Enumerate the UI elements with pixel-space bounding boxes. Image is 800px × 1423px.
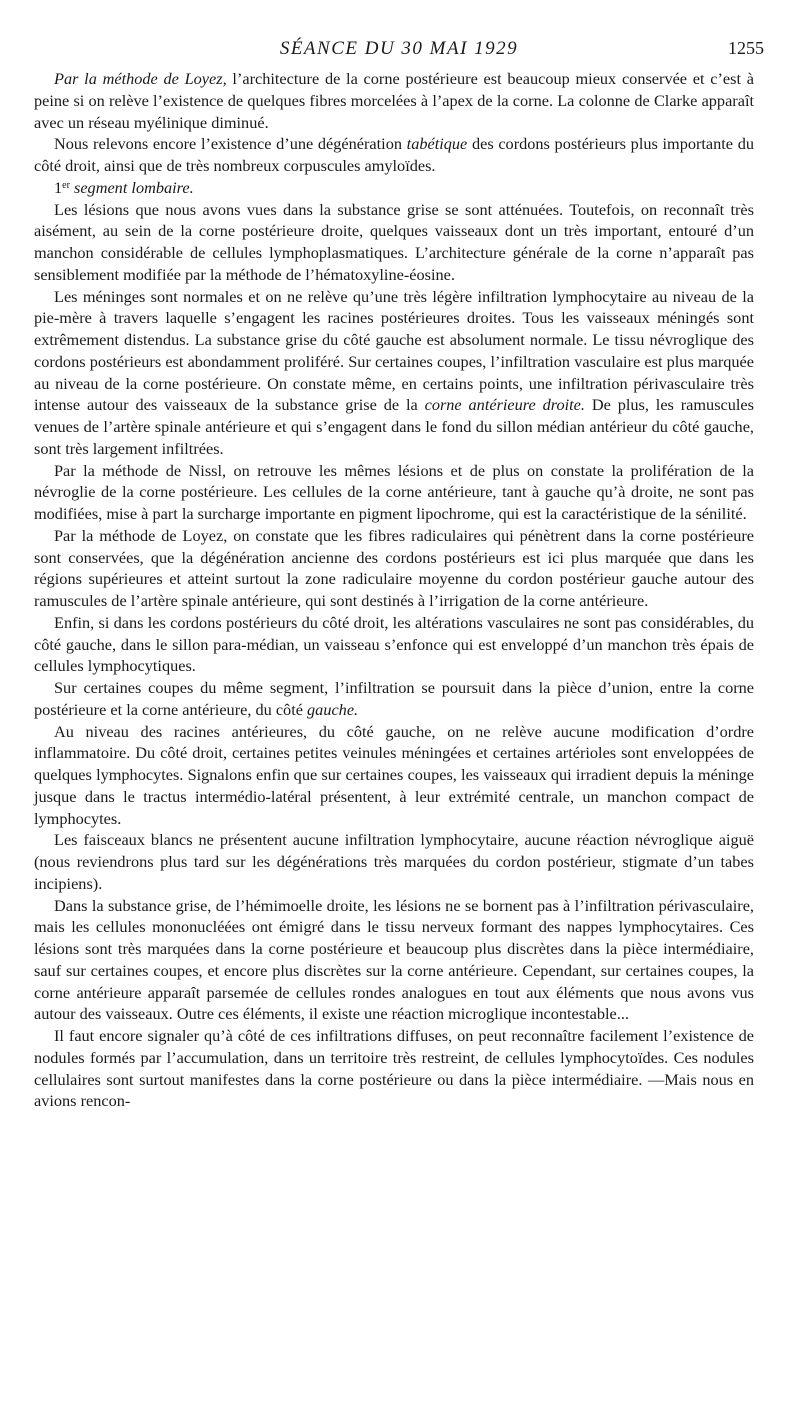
paragraph: Les méninges sont normales et on ne relève qu’une très légère infiltration lymphocytaire au niveau de la pie-mère à travers laquelle s’engagent les racines postérieures droites. Tous les vaisseaux méningés sont extrêmement distendus. La substance grise du côté gauche est absolument normale. Le tissu névroglique des cordons postérieurs est abondamment proliféré. Sur certaines coupes, l’infiltration vasculaire est plus marquée au niveau de la corne postérieure. On constate même, en certains points, une infiltration périvasculaire très intense autour des vaisseaux de la substance grise de la corne antérieure droite. De plus, les ramuscules venues de l’artère spinale antérieure et qui s’engagent dans le fond du sillon médian antérieur du côté gauche, sont très largement infiltrées.: [34, 286, 754, 458]
body-text: [34, 68, 754, 1112]
paragraph: Par la méthode de Nissl, on retrouve les mêmes lésions et de plus on constate la prolifération de la névroglie de la corne postérieure. Les cellules de la corne antérieure, tant à gauche qu’à droite, ne sont pas modifiées, mise à part la surcharge importante en pigment lipochrome, qui est la caractéristique de la sénilité.: [34, 460, 754, 523]
paragraph: Sur certaines coupes du même segment, l’infiltration se poursuit dans la pièce d’union, entre la corne postérieure et la corne antérieure, du côté gauche.: [34, 678, 754, 719]
paragraph: Au niveau des racines antérieures, du côté gauche, on ne relève aucune modification d’ordre inflammatoire. Du côté droit, certaines petites veinules méningées et certaines artérioles sont enveloppées de quelques lymphocytes. Signalons enfin que sur certaines coupes, les vaisseaux qui irradient depuis la méninge jusque dans le tractus intermédio-latéral présentent, à leur extrémité centrale, un manchon compact de lymphocytes.: [34, 721, 754, 828]
paragraph: Dans la substance grise, de l’hémimoelle droite, les lésions ne se bornent pas à l’infiltration périvasculaire, mais les cellules mononucléées ont émigré dans le tissu nerveux formant des nappes lymphocytaires. Ces lésions sont très marquées dans la corne postérieure et beaucoup plus discrètes dans la pièce intermédiaire, sauf sur certaines coupes, et encore plus discrètes sur la corne antérieure. Cependant, sur certaines coupes, la corne antérieure apparaît parsemée de cellules rondes analogues en tout aux éléments que nous avons vus autour des vaisseaux. Outre ces éléments, il existe une réaction microglique incontestable...: [34, 895, 754, 1024]
page-number: 1255: [728, 38, 764, 58]
paragraph: Les lésions que nous avons vues dans la substance grise se sont atténuées. Toutefois, on reconnaît très aisément, au sein de la corne postérieure droite, quelques vaisseaux dont un très important, entouré d’un manchon considérable de cellules lymphoplasmatiques. L’architecture générale de la corne n’apparaît pas sensiblement modifiée par la méthode de l’hématoxyline-éosine.: [34, 199, 754, 284]
paragraph: Il faut encore signaler qu’à côté de ces infiltrations diffuses, on peut reconnaître facilement l’existence de nodules formés par l’accumulation, dans un territoire très restreint, de cellules lymphocytoïdes. Ces nodules cellulaires sont surtout manifestes dans la corne postérieure ou dans la pièce intermédiaire. —Mais nous en avions rencon-: [34, 1026, 754, 1111]
paragraph: Nous relevons encore l’existence d’une dégénération tabétique des cordons postérieurs plus importante du côté droit, ainsi que de très nombreux corpuscules amyloïdes.: [34, 134, 754, 175]
page-header: [34, 38, 764, 60]
paragraph: Par la méthode de Loyez, l’architecture de la corne postérieure est beaucoup mieux conservée et c’est à peine si on relève l’existence de quelques fibres morcelées à l’apex de la corne. La colonne de Clarke apparaît avec un réseau myélinique diminué.: [34, 69, 754, 132]
paragraph: Enfin, si dans les cordons postérieurs du côté droit, les altérations vasculaires ne sont pas considérables, du côté gauche, dans le sillon para-médian, un vaisseau s’enfonce qui est enveloppé d’un manchon très épais de cellules lymphocytiques.: [34, 612, 754, 676]
paragraph: Par la méthode de Loyez, on constate que les fibres radiculaires qui pénètrent dans la corne postérieure sont conservées, que la dégénération ancienne des cordons postérieurs est ici plus marquée que dans les régions supérieures et atteint surtout la zone radiculaire moyenne du cordon postérieur gauche autour des ramuscules de l’artère spinale antérieure, qui sont destinés à l’irrigation de la corne antérieure.: [34, 525, 754, 610]
section-heading: 1er segment lombaire.: [54, 177, 194, 197]
paragraph: Les faisceaux blancs ne présentent aucune infiltration lymphocytaire, aucune réaction névroglique aiguë (nous reviendrons plus tard sur les dégénérations très marquées du cordon postérieur, stigmate d’un tabes incipiens).: [34, 830, 754, 893]
method-label: Par la méthode de Loyez,: [54, 69, 227, 88]
running-title: SÉANCE DU 30 MAI 1929: [279, 38, 519, 59]
